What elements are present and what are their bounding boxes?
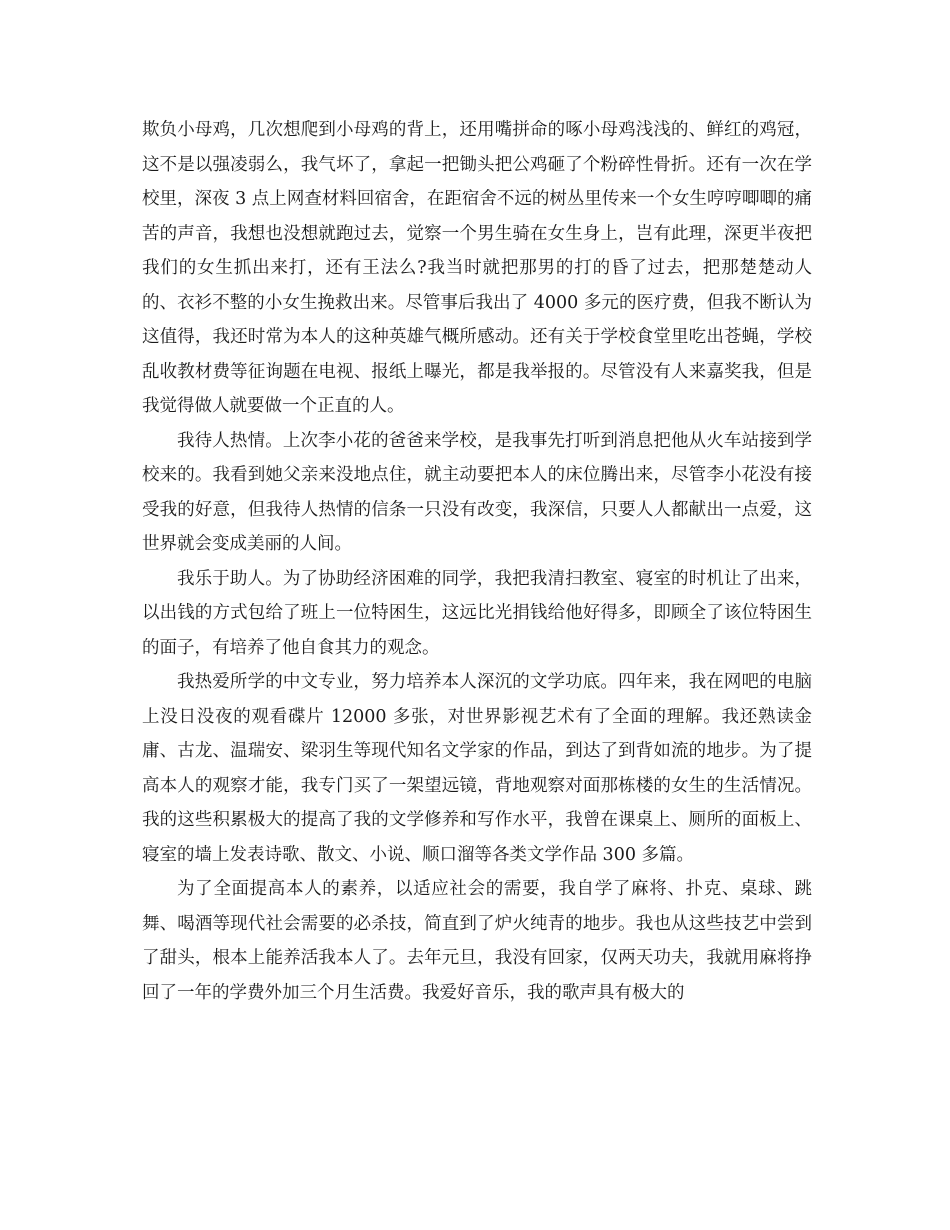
paragraph-3: 我乐于助人。为了协助经济困难的同学，我把我清扫教室、寝室的时机让了出来，以出钱的方式包给了班上一位特困生，这远比光捐钱给他好得多，即顾全了该位特困生的面子，有培养了他自食其力的观念。: [142, 568, 812, 658]
document-body: [142, 113, 812, 1010]
paragraph-2: 我待人热情。上次李小花的爸爸来学校，是我事先打听到消息把他从火车站接到学校来的。我看到她父亲来没地点住，就主动要把本人的床位腾出来，尽管李小花没有接受我的好意，但我待人热情的信条一只没有改变，我深信，只要人人都献出一点爱，这世界就会变成美丽的人间。: [142, 430, 812, 554]
paragraph-5: 为了全面提高本人的素养，以适应社会的需要，我自学了麻将、扑克、桌球、跳舞、喝酒等现代社会需要的必杀技，简直到了炉火纯青的地步。我也从这些技艺中尝到了甜头，根本上能养活我本人了。去年元旦，我没有回家，仅两天功夫，我就用麻将挣回了一年的学费外加三个月生活费。我爱好音乐，我的歌声具有极大的: [142, 879, 812, 1003]
paragraph-4: 我热爱所学的中文专业，努力培养本人深沉的文学功底。四年来，我在网吧的电脑上没日没夜的观看碟片 12000 多张，对世界影视艺术有了全面的理解。我还熟读金庸、古龙、温瑞安、梁羽生等现代知名文学家的作品，到达了到背如流的地步。为了提高本人的观察才能，我专门买了一架望远镜，背地观察对面那栋楼的女生的生活情况。我的这些积累极大的提高了我的文学修养和写作水平，我曾在课桌上、厕所的面板上、寝室的墙上发表诗歌、散文、小说、顺口溜等各类文学作品 300 多篇。: [142, 672, 812, 865]
paragraph-1: 欺负小母鸡，几次想爬到小母鸡的背上，还用嘴拼命的啄小母鸡浅浅的、鲜红的鸡冠，这不是以强凌弱么，我气坏了，拿起一把锄头把公鸡砸了个粉碎性骨折。还有一次在学校里，深夜 3 点上网查材料回宿舍，在距宿舍不远的树丛里传来一个女生哼哼唧唧的痛苦的声音，我想也没想就跑过去，觉察一个男生骑在女生身上，岂有此理，深更半夜把我们的女生抓出来打，还有王法么?我当时就把那男的打的昏了过去，把那楚楚动人的、衣衫不整的小女生挽救出来。尽管事后我出了 4000 多元的医疗费，但我不断认为这值得，我还时常为本人的这种英雄气概所感动。还有关于学校食堂里吃出苍蝇，学校乱收教材费等征询题在电视、报纸上曝光，都是我举报的。尽管没有人来嘉奖我，但是我觉得做人就要做一个正直的人。: [142, 120, 812, 416]
